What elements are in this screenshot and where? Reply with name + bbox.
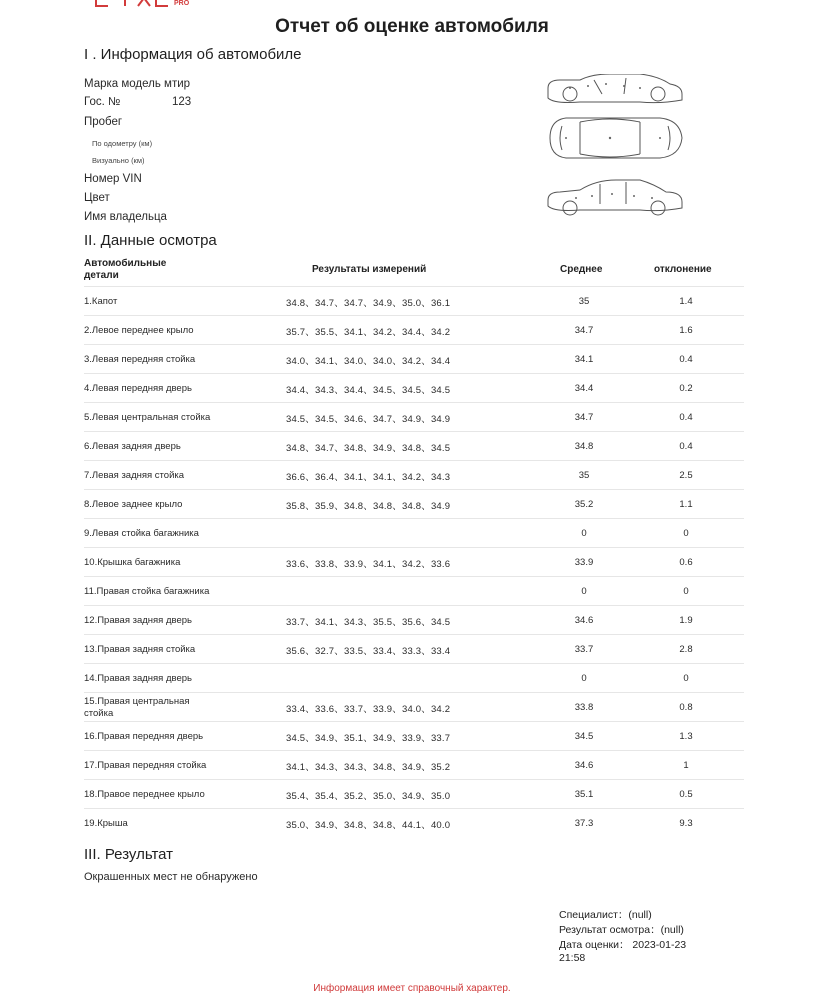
table-row xyxy=(84,460,744,489)
row-average: 0 xyxy=(581,673,587,684)
field-label: Марка модель мтир xyxy=(84,78,191,90)
field-visual-mileage xyxy=(92,156,145,165)
car-top-outline xyxy=(550,118,682,158)
field-owner-name xyxy=(84,211,167,223)
brand-logo xyxy=(92,0,202,12)
row-average: 34.4 xyxy=(574,383,594,394)
row-average: 35.2 xyxy=(574,499,594,510)
field-label: Гос. № xyxy=(84,96,121,108)
row-average: 0 xyxy=(581,528,587,539)
row-deviation: 0.4 xyxy=(679,441,693,452)
row-part-name: 1.Капот xyxy=(84,295,118,307)
table-row xyxy=(84,721,744,750)
row-measurements: 35.7、35.5、34.1、34.2、34.4、34.2 xyxy=(286,326,451,338)
row-deviation: 0 xyxy=(683,528,689,539)
section-result-heading: III. Результат xyxy=(84,846,174,863)
date-line: Дата оценки： 2023-01-23 xyxy=(559,939,687,951)
row-deviation: 0.6 xyxy=(679,557,693,568)
row-deviation: 9.3 xyxy=(679,818,693,829)
row-measurements: 33.4、33.6、33.7、33.9、34.0、34.2 xyxy=(286,703,451,715)
field-label: Номер VIN xyxy=(84,173,142,185)
row-measurements: 34.1、34.3、34.3、34.8、34.9、35.2 xyxy=(286,761,451,773)
table-row xyxy=(84,663,744,692)
row-part-name: 6.Левая задняя дверь xyxy=(84,440,181,452)
column-header-part: Автомобильные детали xyxy=(84,258,167,281)
row-average: 0 xyxy=(581,586,587,597)
field-label: Цвет xyxy=(84,192,110,204)
row-deviation: 1 xyxy=(683,760,689,771)
row-measurements: 34.4、34.3、34.4、34.5、34.5、34.5 xyxy=(286,384,451,396)
field-make-model xyxy=(84,78,190,90)
row-part-name: 4.Левая передняя дверь xyxy=(84,382,192,394)
row-measurements: 34.8、34.7、34.7、34.9、35.0、36.1 xyxy=(286,297,451,309)
row-average: 34.5 xyxy=(574,731,594,742)
inspection-result-line: Результат осмотра：(null) xyxy=(559,924,684,936)
row-part-name: 16.Правая передняя дверь xyxy=(84,730,204,742)
row-deviation: 1.9 xyxy=(679,615,693,626)
table-row xyxy=(84,779,744,808)
row-average: 37.3 xyxy=(574,818,594,829)
car-wheel-rear-right xyxy=(651,201,665,215)
row-part-name: 9.Левая стойка багажника xyxy=(84,527,199,539)
field-mileage xyxy=(84,116,122,128)
table-row xyxy=(84,373,744,402)
row-part-name: 13.Правая задняя стойка xyxy=(84,643,196,655)
table-row xyxy=(84,402,744,431)
time-line: 21:58 xyxy=(559,952,586,964)
table-row xyxy=(84,286,744,315)
section-vehicle-info-heading: I . Информация об автомобиле xyxy=(84,46,302,63)
row-part-name: 2.Левое переднее крыло xyxy=(84,324,194,336)
row-part-name: 8.Левое заднее крыло xyxy=(84,498,183,510)
row-part-name: 11.Правая стойка багажника xyxy=(84,585,210,597)
row-part-name: 19.Крыша xyxy=(84,817,128,829)
row-part-name: 12.Правая задняя дверь xyxy=(84,614,192,626)
car-wheel-front-right xyxy=(563,201,577,215)
field-label: Пробег xyxy=(84,116,123,128)
table-row xyxy=(84,344,744,373)
row-measurements: 35.4、35.4、35.2、35.0、34.9、35.0 xyxy=(286,790,451,802)
row-deviation: 2.8 xyxy=(679,644,693,655)
table-row xyxy=(84,808,744,837)
field-label: По одометру (км) xyxy=(92,139,153,148)
row-part-name: 18.Правое переднее крыло xyxy=(84,788,205,800)
row-average: 34.1 xyxy=(574,354,594,365)
section-inspection-heading: II. Данные осмотра xyxy=(84,232,217,249)
table-row xyxy=(84,431,744,460)
svg-text:PRO: PRO xyxy=(174,0,190,7)
row-measurements: 34.0、34.1、34.0、34.0、34.2、34.4 xyxy=(286,355,451,367)
row-measurements: 33.6、33.8、33.9、34.1、34.2、33.6 xyxy=(286,558,451,570)
row-deviation: 0.8 xyxy=(679,702,693,713)
row-average: 35.1 xyxy=(574,789,594,800)
car-diagram xyxy=(540,74,690,224)
table-header xyxy=(84,258,744,286)
row-average: 34.7 xyxy=(574,412,594,423)
field-vin xyxy=(84,173,142,185)
row-average: 35 xyxy=(578,296,590,307)
row-deviation: 0.4 xyxy=(679,412,693,423)
table-row xyxy=(84,518,744,547)
row-part-name: 15.Правая центральная стойка xyxy=(84,695,190,719)
row-measurements: 34.8、34.7、34.8、34.9、34.8、34.5 xyxy=(286,442,451,454)
row-deviation: 0 xyxy=(683,586,689,597)
row-part-name: 17.Правая передняя стойка xyxy=(84,759,207,771)
table-row xyxy=(84,547,744,576)
field-label: Имя владельца xyxy=(84,211,167,223)
table-row xyxy=(84,489,744,518)
row-deviation: 1.6 xyxy=(679,325,693,336)
table-row xyxy=(84,576,744,605)
row-measurements: 36.6、36.4、34.1、34.1、34.2、34.3 xyxy=(286,471,451,483)
row-average: 35 xyxy=(578,470,590,481)
field-value: 123 xyxy=(172,96,192,108)
row-part-name: 14.Правая задняя дверь xyxy=(84,672,192,684)
row-average: 34.8 xyxy=(574,441,594,452)
column-header-deviation: отклонение xyxy=(654,264,712,275)
field-plate-number xyxy=(84,96,192,108)
row-measurements: 35.6、32.7、33.5、33.4、33.3、33.4 xyxy=(286,645,451,657)
column-header-average: Среднее xyxy=(560,264,603,275)
table-row xyxy=(84,750,744,779)
row-deviation: 1.3 xyxy=(679,731,693,742)
row-part-name: 5.Левая центральная стойка xyxy=(84,411,211,423)
row-deviation: 0 xyxy=(683,673,689,684)
row-average: 34.6 xyxy=(574,760,594,771)
table-row xyxy=(84,692,744,721)
car-wheel-rear-left xyxy=(651,87,665,101)
disclaimer: Информация имеет справочный характер. xyxy=(313,983,511,994)
row-part-name: 7.Левая задняя стойка xyxy=(84,469,185,481)
row-measurements: 35.0、34.9、34.8、34.8、44.1、40.0 xyxy=(286,819,451,831)
row-measurements: 34.5、34.5、34.6、34.7、34.9、34.9 xyxy=(286,413,451,425)
row-part-name: 10.Крышка багажника xyxy=(84,556,181,568)
row-deviation: 0.5 xyxy=(679,789,693,800)
row-measurements: 35.8、35.9、34.8、34.8、34.8、34.9 xyxy=(286,500,451,512)
row-average: 34.7 xyxy=(574,325,594,336)
specialist-line: Специалист：(null) xyxy=(559,909,652,921)
table-row xyxy=(84,634,744,663)
row-deviation: 1.4 xyxy=(679,296,693,307)
row-average: 33.7 xyxy=(574,644,594,655)
row-measurements: 34.5、34.9、35.1、34.9、33.9、33.7 xyxy=(286,732,451,744)
field-color xyxy=(84,192,110,204)
field-label: Визуально (км) xyxy=(92,156,145,165)
row-deviation: 0.2 xyxy=(679,383,693,394)
table-row xyxy=(84,315,744,344)
row-deviation: 2.5 xyxy=(679,470,693,481)
column-header-measurements: Результаты измерений xyxy=(312,264,427,275)
row-part-name: 3.Левая передняя стойка xyxy=(84,353,196,365)
report-title: Отчет об оценке автомобиля xyxy=(275,16,549,37)
row-average: 34.6 xyxy=(574,615,594,626)
row-deviation: 0.4 xyxy=(679,354,693,365)
field-odometer xyxy=(92,139,152,148)
table-row xyxy=(84,605,744,634)
result-text: Окрашенных мест не обнаружено xyxy=(84,871,258,883)
row-deviation: 1.1 xyxy=(679,499,693,510)
row-measurements: 33.7、34.1、34.3、35.5、35.6、34.5 xyxy=(286,616,451,628)
row-average: 33.9 xyxy=(574,557,594,568)
row-average: 33.8 xyxy=(574,702,594,713)
car-right-side-outline xyxy=(548,180,682,211)
car-wheel-front-left xyxy=(563,87,577,101)
inspection-table xyxy=(84,286,744,837)
